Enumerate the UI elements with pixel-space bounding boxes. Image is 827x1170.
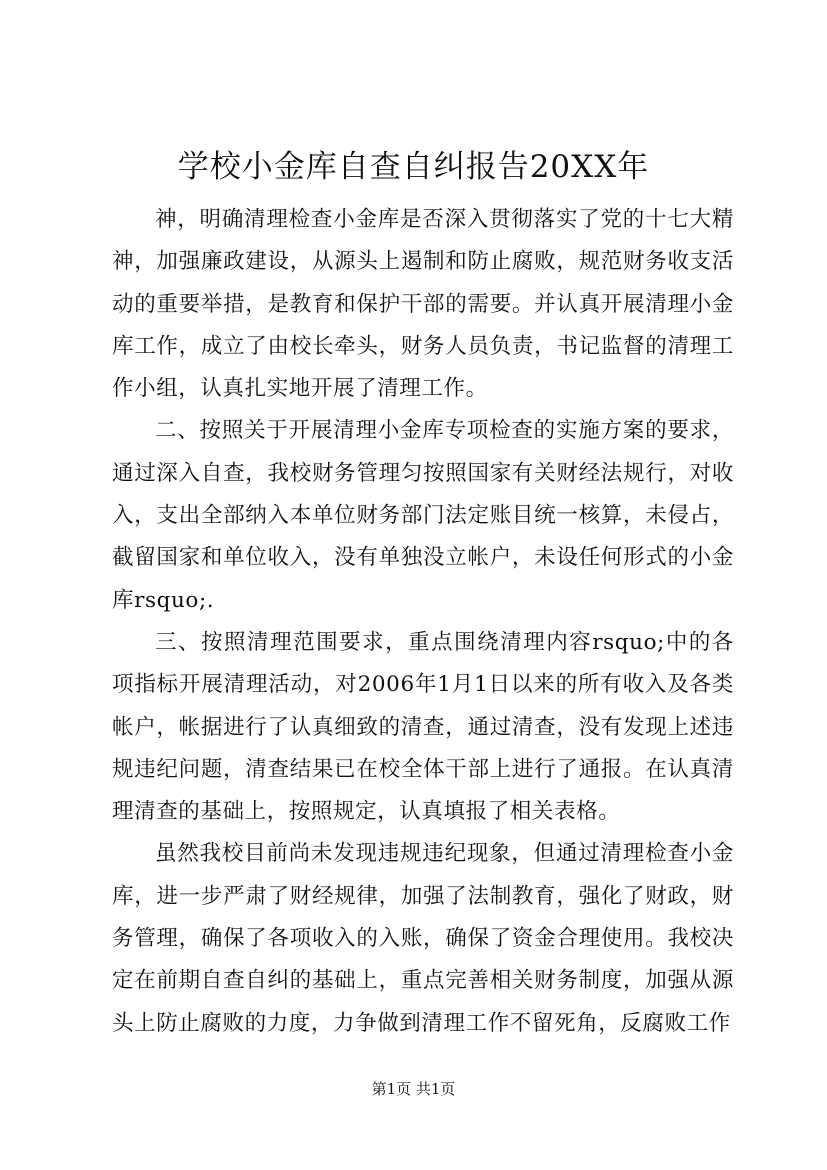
paragraph-2: 二、按照关于开展清理小金库专项检查的实施方案的要求，通过深入自查，我校财务管理匀按照国家有关财经法规行，对收入，支出全部纳入本单位财务部门法定账目统一核算，未侵占，截留国家和单位收入，没有单独没立帐户，未设任何形式的小金库rsquo;. xyxy=(112,418,734,613)
document-title: 学校小金库自查自纠报告20XX年 xyxy=(177,149,650,185)
paragraph-4: 虽然我校目前尚未发现违规违纪现象，但通过清理检查小金库，进一步严肃了财经规律，加强了法制教育，强化了财政，财务管理，确保了各项收入的入账，确保了资金合理使用。我校决定在前期自查自纠的基础上，重点完善相关财务制度，加强从源头上防止腐败的力度，力争做到清理工作不留死角，反腐败工作 xyxy=(112,841,734,1036)
document-body xyxy=(112,199,734,1045)
page-footer: 第1页 共1页 xyxy=(371,1080,456,1098)
paragraph-1: 神，明确清理检查小金库是否深入贯彻落实了党的十七大精神，加强廉政建设，从源头上遏制和防止腐败，规范财务收支活动的重要举措，是教育和保护干部的需要。并认真开展清理小金库工作，成立了由校长牵头，财务人员负责，书记监督的清理工作小组，认真扎实地开展了清理工作。 xyxy=(112,207,734,402)
paragraph-3: 三、按照清理范围要求，重点围绕清理内容rsquo;中的各项指标开展清理活动，对2006年1月1日以来的所有收入及各类帐户，帐据进行了认真细致的清查，通过清查，没有发现上述违规违纪问题，清查结果已在校全体干部上进行了通报。在认真清理清查的基础上，按照规定，认真填报了相关表格。 xyxy=(112,629,734,825)
